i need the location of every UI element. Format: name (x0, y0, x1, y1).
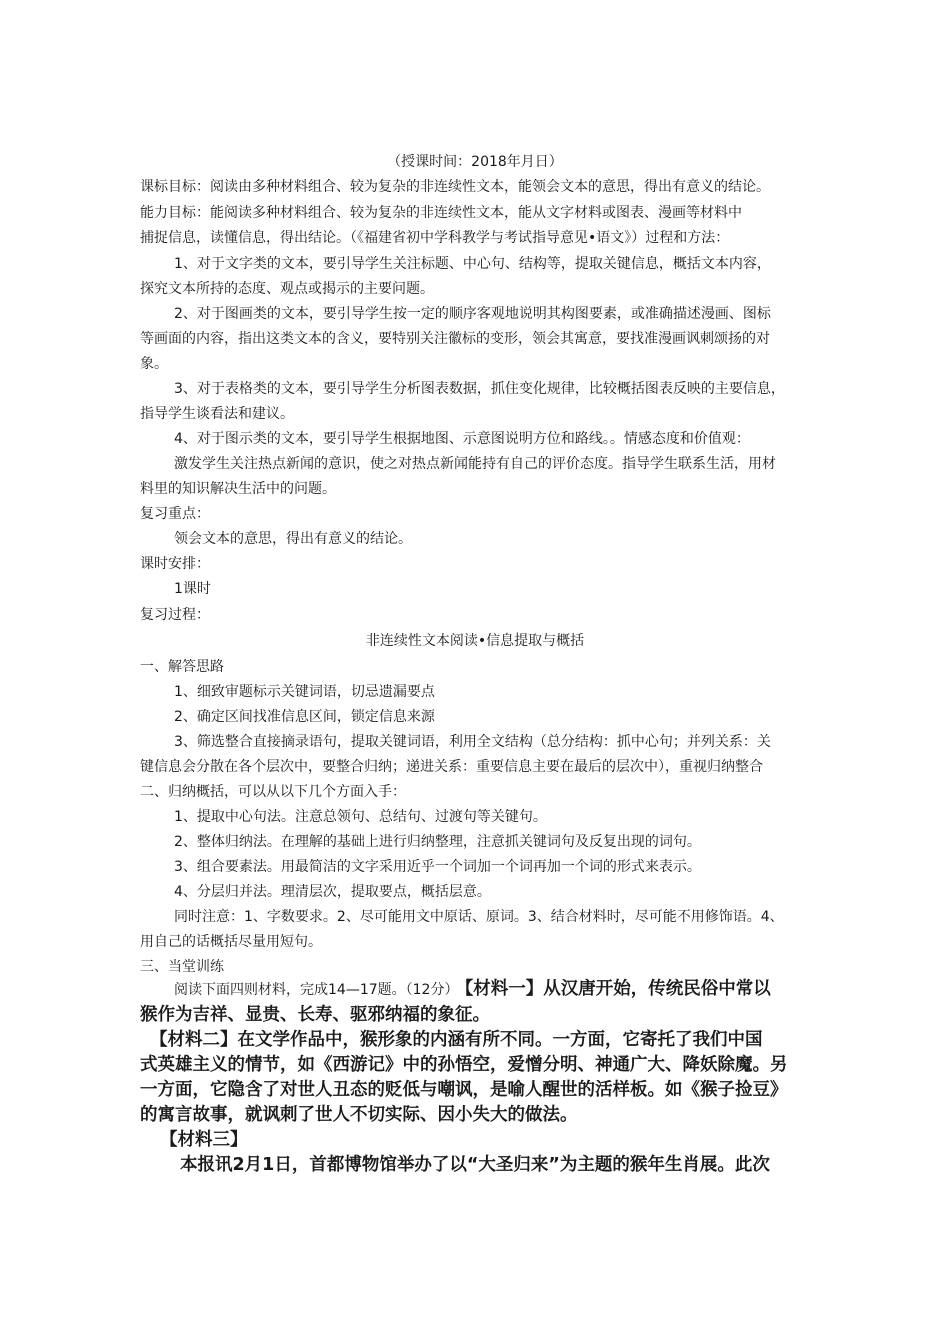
lesson-date: （授课时间：2018年月日） (387, 154, 563, 170)
notes-line-2: 用自己的话概括尽量用短句。 (140, 934, 322, 950)
material-3-line-1: 本报讯2月1日，首都博物馆举办了以“大圣归来”为主题的猴年生肖展。此次 (180, 1155, 770, 1175)
ability-goal-line: 能力目标：能阅读多种材料组合、较为复杂的非连续性文本，能从文字材料或图表、漫画等材料中 (140, 205, 742, 221)
method-2-line-2: 等画面的内容，指出这类文本的含义，要特别关注徽标的变形，领会其寓意，要找准漫画讽刺颂扬的对 (140, 331, 770, 347)
method-3-line: 3、对于表格类的文本，要引导学生分析图表数据，抓住变化规律，比较概括图表反映的主要信息， (174, 381, 785, 397)
notes-line: 同时注意：1、字数要求。2、尽可能用文中原话、原词。3、结合材料时，尽可能不用修饰语。4、 (174, 909, 784, 925)
curriculum-goal-line: 课标目标：阅读由多种材料组合、较为复杂的非连续性文本，能领会文本的意思，得出有意义的结论。 (140, 179, 770, 195)
material-2-line-4: 的寓言故事，就讽刺了世人不切实际、因小失大的做法。 (140, 1105, 578, 1125)
method-3-line-2: 指导学生谈看法和建议。 (140, 406, 294, 422)
method-1-line-2: 探究文本所持的态度、观点或揭示的主要问题。 (140, 281, 434, 297)
section-title: 非连续性文本阅读•信息提取与概括 (365, 633, 585, 649)
method-1-line: 1、对于文字类的文本，要引导学生关注标题、中心句、结构等，提取关键信息，概括文本内容， (174, 256, 771, 272)
part-2-item-2: 2、整体归纳法。在理解的基础上进行归纳整理，注意抓关键词句及反复出现的词句。 (174, 834, 701, 850)
material-2-line-1: 【材料二】在文学作品中，猴形象的内涵有所不同。一方面，它寄托了我们中国 (150, 1030, 763, 1050)
part-1-item-3: 3、筛选整合直接摘录语句，提取关键词语，利用全文结构（总分结构：抓中心句；并列关系：关 (174, 734, 771, 750)
attitude-line-2: 料里的知识解决生活中的问题。 (140, 481, 336, 497)
material-2-line-3: 一方面，它隐含了对世人丑态的贬低与嘲讽，是喻人醒世的活样板。如《猴子捡豆》 (140, 1080, 788, 1100)
part-1-heading: 一、解答思路 (140, 659, 224, 675)
part-2-heading: 二、归纳概括，可以从以下几个方面入手： (140, 784, 406, 800)
material-3-title: 【材料三】 (160, 1130, 248, 1150)
part-2-item-3: 3、组合要素法。用最简洁的文字采用近乎一个词加一个词再加一个词的形式来表示。 (174, 859, 701, 875)
review-focus-text: 领会文本的意思，得出有意义的结论。 (174, 531, 412, 547)
material-1-end: 猴作为吉祥、显贵、长寿、驱邪纳福的象征。 (140, 1005, 490, 1025)
process-heading: 复习过程： (140, 607, 210, 623)
schedule-text: 1课时 (174, 581, 211, 597)
schedule-heading: 课时安排： (140, 556, 210, 572)
exercise-line-1 (174, 977, 771, 1001)
review-focus-heading: 复习重点： (140, 506, 210, 522)
method-4-line: 4、对于图示类的文本，要引导学生根据地图、示意图说明方位和路线。。情感态度和价值观： (174, 431, 750, 447)
exercise-intro: 阅读下面四则材料，完成14—17题。（12分） (174, 982, 459, 998)
part-1-item-2: 2、确定区间找准信息区间，锁定信息来源 (174, 709, 435, 725)
ability-goal-line-2: 捕捉信息，读懂信息，得出结论。（《福建省初中学科教学与考试指导意见•语文》）过程和方法： (140, 230, 730, 246)
method-2-line-3: 象。 (140, 356, 168, 372)
material-2-line-2: 式英雄主义的情节，如《西游记》中的孙悟空，爱憎分明、神通广大、降妖除魔。另 (140, 1055, 788, 1075)
part-1-item-1: 1、细致审题标示关键词语，切忌遗漏要点 (174, 684, 435, 700)
material-1-start: 【材料一】从汉唐开始，传统民俗中常以 (464, 979, 771, 999)
part-2-item-4: 4、分层归并法。理清层次，提取要点，概括层意。 (174, 884, 491, 900)
part-2-item-1: 1、提取中心句法。注意总领句、总结句、过渡句等关键句。 (174, 809, 547, 825)
attitude-line: 激发学生关注热点新闻的意识，使之对热点新闻能持有自己的评价态度。指导学生联系生活，用材 (174, 456, 776, 472)
part-1-item-3-cont: 键信息会分散在各个层次中，要整合归纳；递进关系：重要信息主要在最后的层次中），重视归纳整合 (140, 759, 763, 775)
part-3-heading: 三、当堂训练 (140, 959, 224, 975)
method-2-line: 2、对于图画类的文本，要引导学生按一定的顺序客观地说明其构图要素，或准确描述漫画、图标 (174, 306, 771, 322)
